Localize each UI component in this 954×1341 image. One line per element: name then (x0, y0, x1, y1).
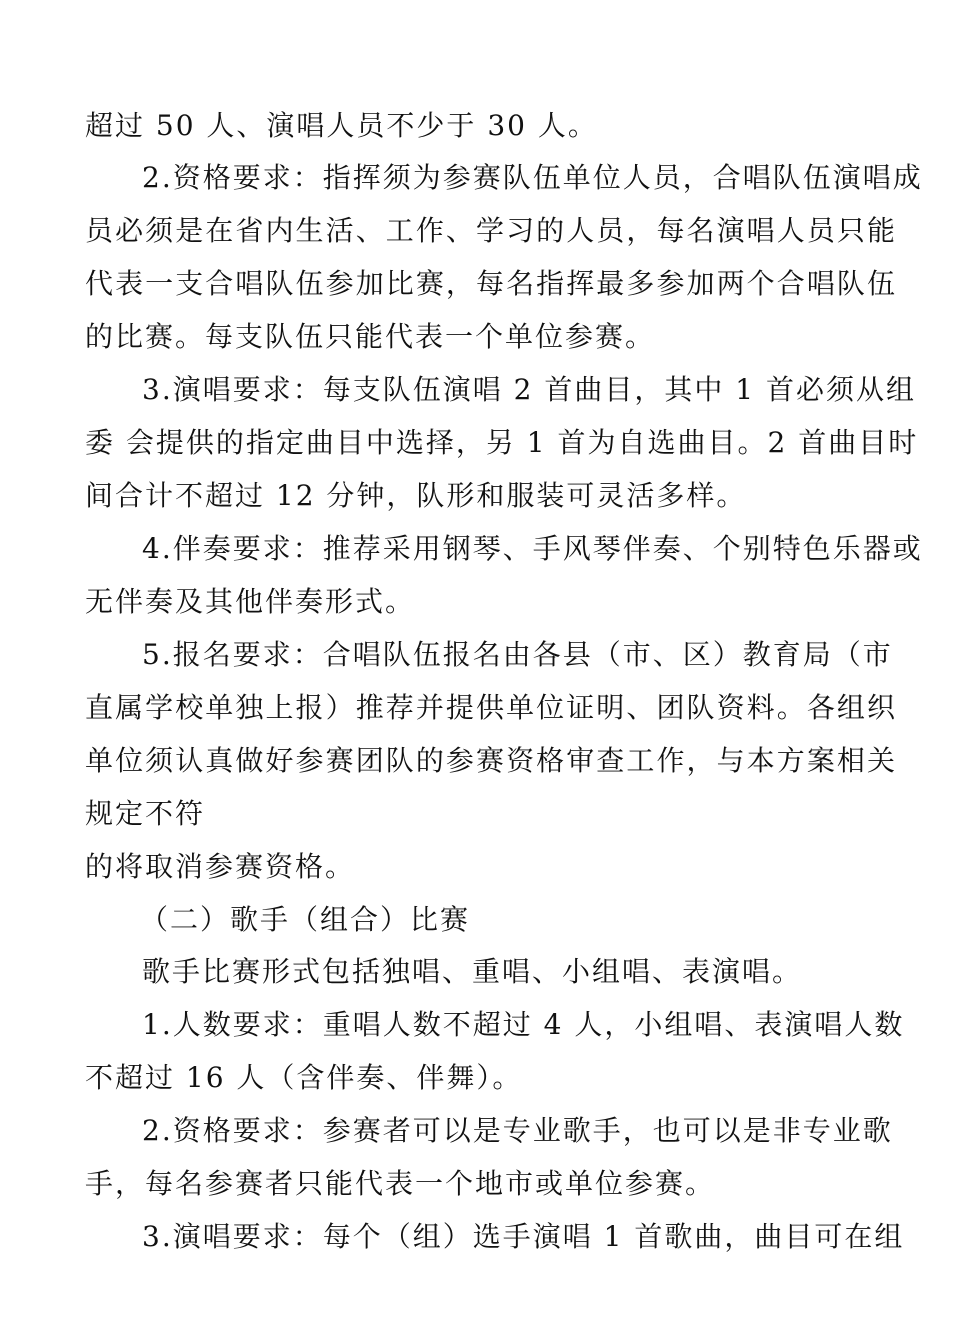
text-line: 5.报名要求：合唱队伍报名由各县（市、区）教育局（市 (142, 638, 893, 671)
text-line: 不超过 16 人（含伴奏、伴舞）。 (85, 1061, 523, 1094)
text-line: 3.演唱要求：每个（组）选手演唱 1 首歌曲，曲目可在组 (142, 1220, 905, 1253)
text-line: 直属学校单独上报）推荐并提供单位证明、团队资料。各组织 (85, 691, 897, 724)
text-line: 2.资格要求：参赛者可以是专业歌手，也可以是非专业歌 (142, 1114, 893, 1147)
text-line: 代表一支合唱队伍参加比赛，每名指挥最多参加两个合唱队伍 (85, 267, 897, 300)
text-line: 歌手比赛形式包括独唱、重唱、小组唱、表演唱。 (142, 955, 803, 988)
section-heading: （二）歌手（组合）比赛 (140, 903, 471, 936)
text-line: 4.伴奏要求：推荐采用钢琴、手风琴伴奏、个别特色乐器或 (142, 532, 923, 565)
text-line: 单位须认真做好参赛团队的参赛资格审查工作，与本方案相关 (85, 744, 897, 777)
text-line: 超过 50 人、演唱人员不少于 30 人。 (85, 109, 598, 142)
text-line: 手，每名参赛者只能代表一个地市或单位参赛。 (85, 1167, 716, 1200)
text-line: 规定不符 (85, 797, 206, 830)
text-line: 2.资格要求：指挥须为参赛队伍单位人员，合唱队伍演唱成 (142, 161, 923, 194)
text-line: 员必须是在省内生活、工作、学习的人员，每名演唱人员只能 (85, 214, 897, 247)
text-line: 委 会提供的指定曲目中选择，另 1 首为自选曲目。2 首曲目时 (85, 426, 919, 459)
text-line: 无伴奏及其他伴奏形式。 (85, 585, 416, 618)
text-line: 的将取消参赛资格。 (85, 850, 356, 883)
text-line: 的比赛。每支队伍只能代表一个单位参赛。 (85, 320, 656, 353)
text-line: 1.人数要求：重唱人数不超过 4 人，小组唱、表演唱人数 (142, 1008, 905, 1041)
text-line: 间合计不超过 12 分钟，队形和服装可灵活多样。 (85, 479, 747, 512)
text-line: 3.演唱要求：每支队伍演唱 2 首曲目，其中 1 首必须从组 (142, 373, 916, 406)
